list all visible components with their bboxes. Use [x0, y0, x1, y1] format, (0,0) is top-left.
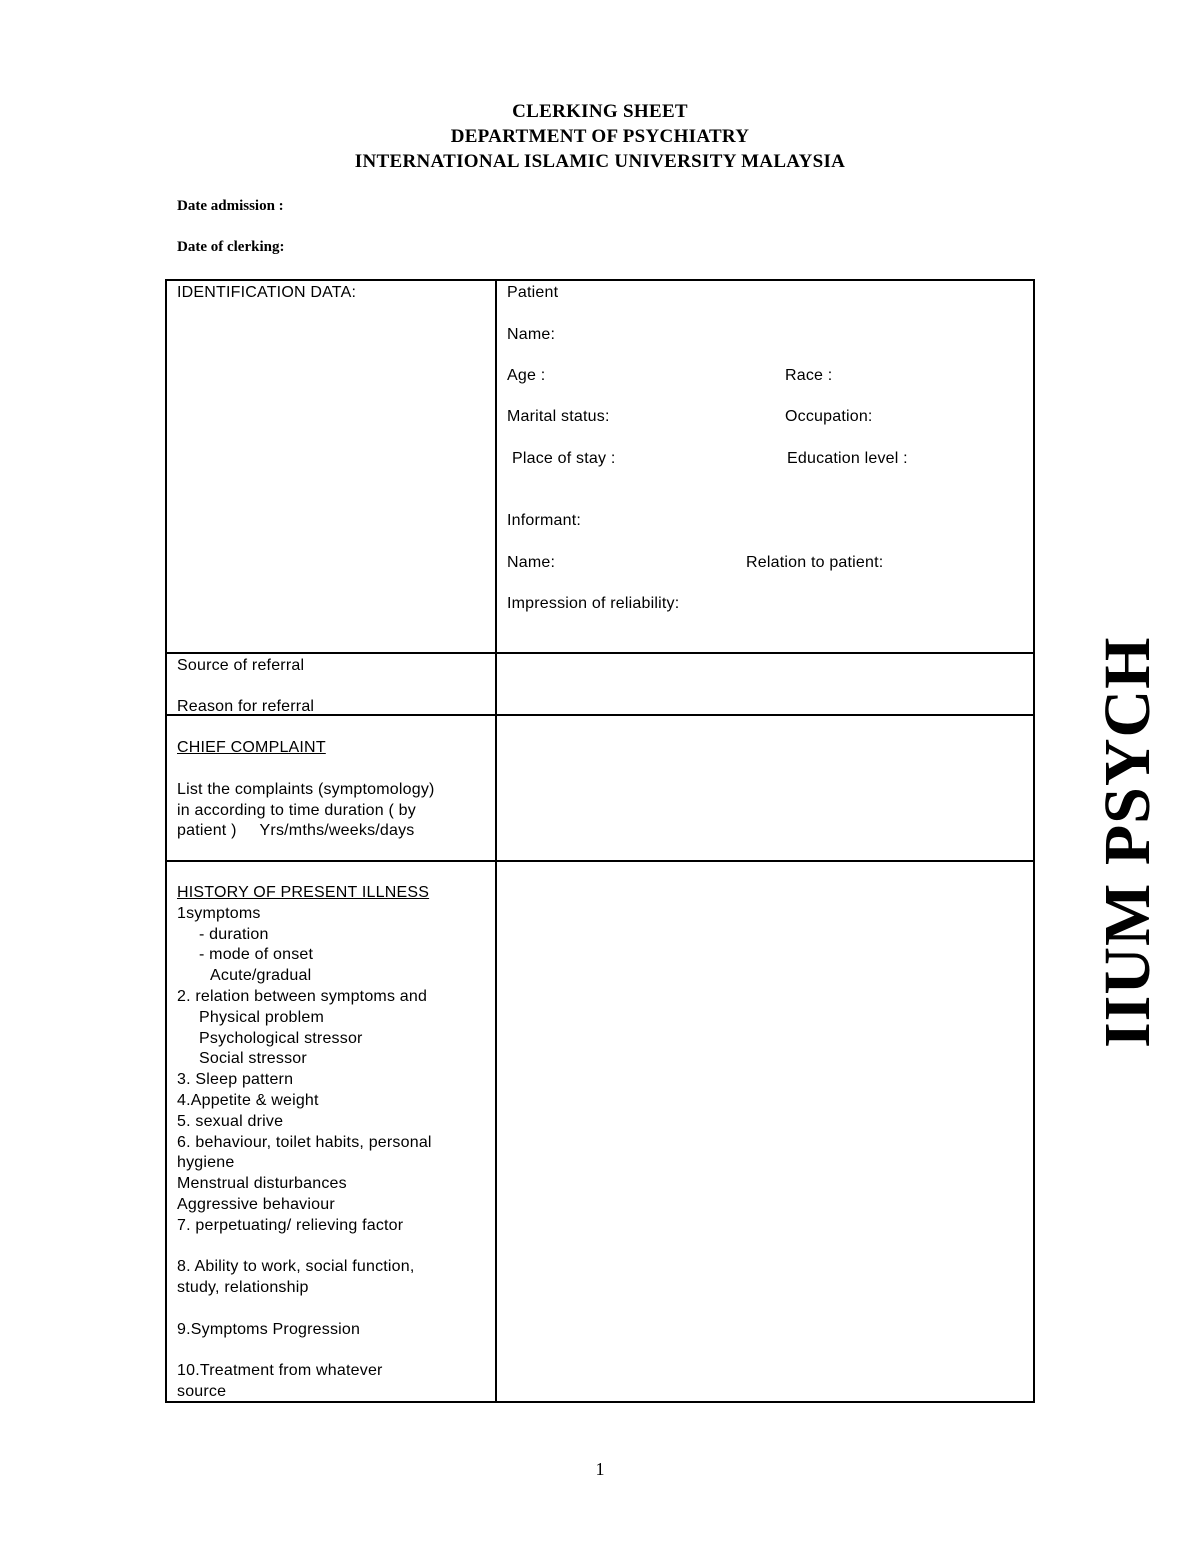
header-title: CLERKING SHEET [512, 101, 688, 122]
education-level-label: Education level : [787, 450, 908, 467]
hpi-item: 10.Treatment from whatever [177, 1362, 383, 1380]
clerking-table [165, 279, 1035, 1403]
hpi-item: 9.Symptoms Progression [177, 1320, 361, 1338]
hpi-item: 1symptoms [177, 904, 261, 922]
hpi-label-cell [166, 861, 496, 1402]
hpi-answer-cell [496, 861, 1034, 1402]
date-clerking-label: Date of clerking: [177, 239, 285, 255]
hpi-item: hygiene [177, 1154, 235, 1172]
reason-for-referral-label: Reason for referral [177, 698, 315, 715]
patient-name-label: Name: [507, 326, 556, 343]
hpi-item: Social stressor [199, 1050, 307, 1068]
spacer [177, 1237, 432, 1258]
referral-row [166, 653, 1034, 715]
chief-complaint-instruction-2: in according to time duration ( by [177, 802, 416, 819]
hpi-item: study, relationship [177, 1279, 309, 1297]
patient-heading: Patient [507, 284, 559, 301]
hpi-item: 5. sexual drive [177, 1112, 284, 1130]
spacer [177, 1299, 432, 1320]
spacer [177, 1341, 432, 1362]
referral-answer-cell [496, 653, 1034, 715]
hpi-row [166, 861, 1034, 1402]
place-of-stay-label: Place of stay : [512, 450, 616, 467]
reliability-label: Impression of reliability: [507, 595, 680, 612]
document-header [0, 99, 1200, 174]
hpi-item: Menstrual disturbances [177, 1175, 347, 1193]
hpi-item: Aggressive behaviour [177, 1195, 335, 1213]
occupation-label: Occupation: [785, 408, 873, 425]
chief-complaint-row [166, 715, 1034, 861]
hpi-title: HISTORY OF PRESENT ILLNESS [177, 884, 430, 901]
hpi-item: 8. Ability to work, social function, [177, 1258, 415, 1276]
hpi-item: Psychological stressor [199, 1029, 363, 1047]
identification-data-label: IDENTIFICATION DATA: [177, 284, 357, 301]
header-department: DEPARTMENT OF PSYCHIATRY [450, 126, 750, 147]
chief-complaint-instruction-3: patient ) Yrs/mths/weeks/days [177, 822, 415, 839]
hpi-item: - duration [199, 925, 269, 943]
hpi-item: source [177, 1383, 227, 1401]
hpi-item: - mode of onset [199, 946, 314, 964]
hpi-item: Acute/gradual [210, 967, 312, 985]
hpi-item: 2. relation between symptoms and [177, 987, 428, 1005]
identification-label-cell [166, 280, 496, 653]
informant-heading: Informant: [507, 512, 582, 529]
page-number: 1 [595, 1459, 605, 1479]
date-admission-label: Date admission : [177, 198, 284, 214]
iium-psych-watermark: IIUM PSYCH [1091, 636, 1164, 1048]
chief-complaint-answer-cell [496, 715, 1034, 861]
patient-race-label: Race : [785, 367, 833, 384]
identification-fields-cell [496, 280, 1034, 653]
hpi-item: 6. behaviour, toilet habits, personal [177, 1133, 432, 1151]
relation-to-patient-label: Relation to patient: [746, 554, 884, 571]
hpi-item: 3. Sleep pattern [177, 1071, 294, 1089]
hpi-item: 4.Appetite & weight [177, 1091, 319, 1109]
chief-complaint-label-cell [166, 715, 496, 861]
marital-status-label: Marital status: [507, 408, 610, 425]
header-university: INTERNATIONAL ISLAMIC UNIVERSITY MALAYSIA [354, 151, 846, 172]
source-of-referral-label: Source of referral [177, 657, 305, 674]
hpi-list [177, 883, 432, 1403]
hpi-item: 7. perpetuating/ relieving factor [177, 1216, 404, 1234]
chief-complaint-instruction-1: List the complaints (symptomology) [177, 781, 435, 798]
hpi-item: Physical problem [199, 1008, 325, 1026]
chief-complaint-title: CHIEF COMPLAINT [177, 739, 326, 756]
identification-row [166, 280, 1034, 653]
patient-age-label: Age : [507, 367, 546, 384]
referral-label-cell [166, 653, 496, 715]
informant-name-label: Name: [507, 554, 556, 571]
